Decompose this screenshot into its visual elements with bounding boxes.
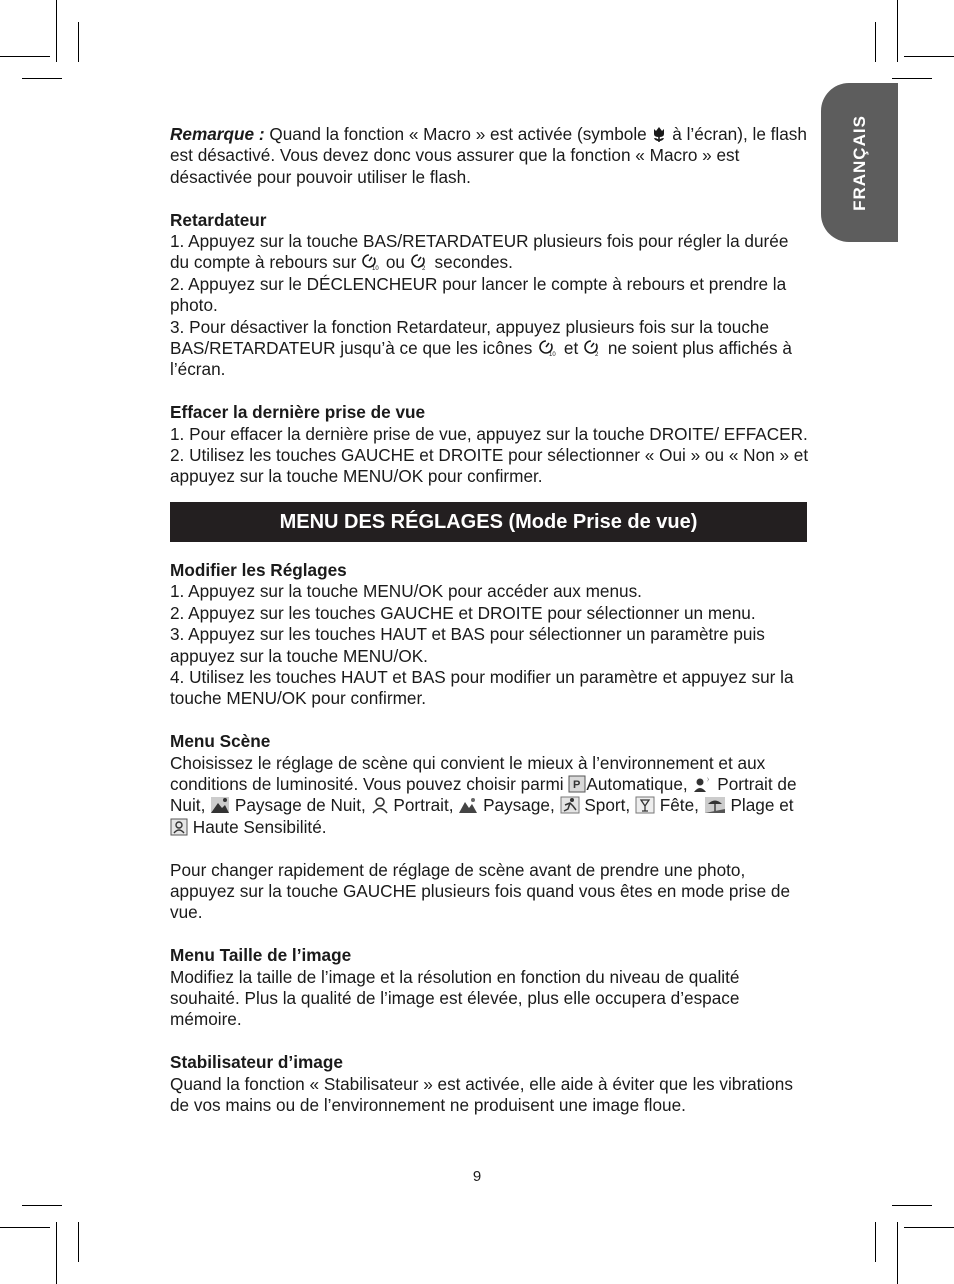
crop-mark xyxy=(904,1227,954,1228)
self-timer-step3-text: 3. Pour désactiver la fonction Retardateur, appuyez plusieurs fois sur la touche BAS/RETARDATEUR jusqu’à ce que les icônes xyxy=(170,316,770,359)
remark-text-end: à l’écran), le flash est désactivé. Vous devez donc vous assurer que la fonction « Macro » est désactivée pour pouvoir utiliser le flash. xyxy=(170,124,807,187)
crop-mark xyxy=(0,1227,50,1228)
crop-mark xyxy=(56,1222,57,1284)
self-timer-heading: Retardateur xyxy=(170,209,267,230)
macro-flower-icon xyxy=(651,126,667,143)
scene-item-auto: Automatique, xyxy=(586,773,693,794)
self-timer-step3 xyxy=(170,317,810,381)
timer-2s-label: 2 xyxy=(421,266,426,272)
self-timer-step1-end: secondes. xyxy=(434,252,513,273)
crop-mark xyxy=(875,22,876,62)
self-timer-step1 xyxy=(170,231,810,274)
crop-mark xyxy=(78,22,79,62)
crop-mark xyxy=(22,1205,62,1206)
svg-text:P: P xyxy=(573,778,581,791)
night-portrait-icon xyxy=(692,775,712,793)
portrait-icon xyxy=(371,796,389,814)
party-icon xyxy=(635,796,655,814)
timer-2s-icon xyxy=(583,338,603,357)
remark-text: Quand la fonction « Macro » est activée (symbole xyxy=(264,124,652,144)
timer-10s-icon xyxy=(361,252,381,271)
modify-settings-step1: 1. Appuyez sur la touche MENU/OK pour accéder aux menus. xyxy=(170,581,642,602)
language-tab xyxy=(821,83,898,242)
scene-menu-paragraph xyxy=(170,753,810,839)
landscape-icon xyxy=(458,796,478,814)
scene-item-landscape: Paysage, xyxy=(483,795,560,816)
beach-icon xyxy=(704,796,726,814)
timer-10s-icon xyxy=(537,338,559,357)
self-timer-step1-text: 1. Appuyez sur la touche BAS/RETARDATEUR plusieurs fois pour régler la durée du compte à rebours sur xyxy=(170,231,789,273)
crop-mark xyxy=(22,78,62,79)
crop-mark xyxy=(875,1222,876,1262)
modify-settings-step3: 3. Appuyez sur les touches HAUT et BAS pour sélectionner un paramètre puis appuyez sur la touche MENU/OK. xyxy=(170,624,765,666)
stabilizer-text: Quand la fonction « Stabilisateur » est activée, elle aide à éviter que les vibrations de vos mains ou de l’environnement ne produisent une image floue. xyxy=(170,1073,793,1115)
timer-2s-icon xyxy=(410,252,430,271)
timer-10s-label: 10 xyxy=(372,266,379,272)
timer-2s-label: 2 xyxy=(595,352,599,358)
language-tab-label: FRANÇAIS xyxy=(849,114,869,211)
image-size-text: Modifiez la taille de l’image et la résolution en fonction du niveau de qualité souhaité. Plus la qualité de l’image est élevée, plus elle occupera d’espace mémoire. xyxy=(170,966,740,1030)
image-size-heading: Menu Taille de l’image xyxy=(170,945,352,966)
crop-mark xyxy=(78,1222,79,1262)
modify-settings-step2: 2. Appuyez sur les touches GAUCHE et DROITE pour sélectionner un menu. xyxy=(170,602,756,623)
scene-item-night-landscape: Paysage de Nuit, xyxy=(234,795,371,816)
page-number: 9 xyxy=(472,1168,482,1185)
auto-scene-icon xyxy=(568,775,586,793)
crop-mark xyxy=(56,0,57,62)
scene-item-party: Fête, xyxy=(659,795,704,816)
remark-paragraph xyxy=(170,124,810,188)
self-timer-step3-and: et xyxy=(563,338,584,359)
crop-mark xyxy=(897,0,898,62)
page-content xyxy=(170,124,810,1116)
self-timer-step2: 2. Appuyez sur le DÉCLENCHEUR pour lancer le compte à rebours et prendre la photo. xyxy=(170,273,787,316)
crop-mark xyxy=(892,78,932,79)
scene-item-beach: Plage et xyxy=(730,795,794,816)
high-sensitivity-icon xyxy=(170,818,188,836)
scene-quick-change: Pour changer rapidement de réglage de scène avant de prendre une photo, appuyez sur la touche GAUCHE plusieurs fois quand vous êtes en mode prise de vue. xyxy=(170,859,791,923)
remark-label: Remarque : xyxy=(170,124,265,144)
crop-mark xyxy=(892,1205,932,1206)
delete-last-heading: Effacer la dernière prise de vue xyxy=(170,402,426,423)
scene-menu-intro: Choisissez le réglage de scène qui convient le mieux à l’environnement et aux conditions de luminosité. Vous pouvez choisir parmi xyxy=(170,752,766,794)
modify-settings-heading: Modifier les Réglages xyxy=(170,559,347,580)
crop-mark xyxy=(0,56,50,57)
scene-item-night-portrait: Portrait de Nuit, xyxy=(170,773,797,816)
scene-item-high-sensitivity: Haute Sensibilité. xyxy=(192,816,327,837)
delete-last-step2: 2. Utilisez les touches GAUCHE et DROITE pour sélectionner « Oui » ou « Non » et appuyez sur la touche MENU/OK pour confirmer. xyxy=(170,445,809,487)
modify-settings-step4: 4. Utilisez les touches HAUT et BAS pour modifier un paramètre et appuyez sur la touche MENU/OK pour confirmer. xyxy=(170,666,794,709)
scene-item-sport: Sport, xyxy=(584,795,635,816)
scene-menu-heading: Menu Scène xyxy=(170,731,271,752)
stabilizer-heading: Stabilisateur d’image xyxy=(170,1052,343,1073)
timer-10s-label: 10 xyxy=(549,352,556,358)
sport-icon xyxy=(560,796,580,814)
settings-menu-banner: MENU DES RÉGLAGES (Mode Prise de vue) xyxy=(170,502,807,542)
crop-mark xyxy=(897,1222,898,1284)
scene-item-portrait: Portrait, xyxy=(393,795,459,816)
crop-mark xyxy=(904,56,954,57)
self-timer-step1-or: ou xyxy=(385,252,410,273)
delete-last-step1: 1. Pour effacer la dernière prise de vue, appuyez sur la touche DROITE/ EFFACER. xyxy=(170,423,808,444)
night-landscape-icon xyxy=(210,796,230,814)
self-timer-step3-end: ne soient plus affichés à l’écran. xyxy=(170,338,792,380)
